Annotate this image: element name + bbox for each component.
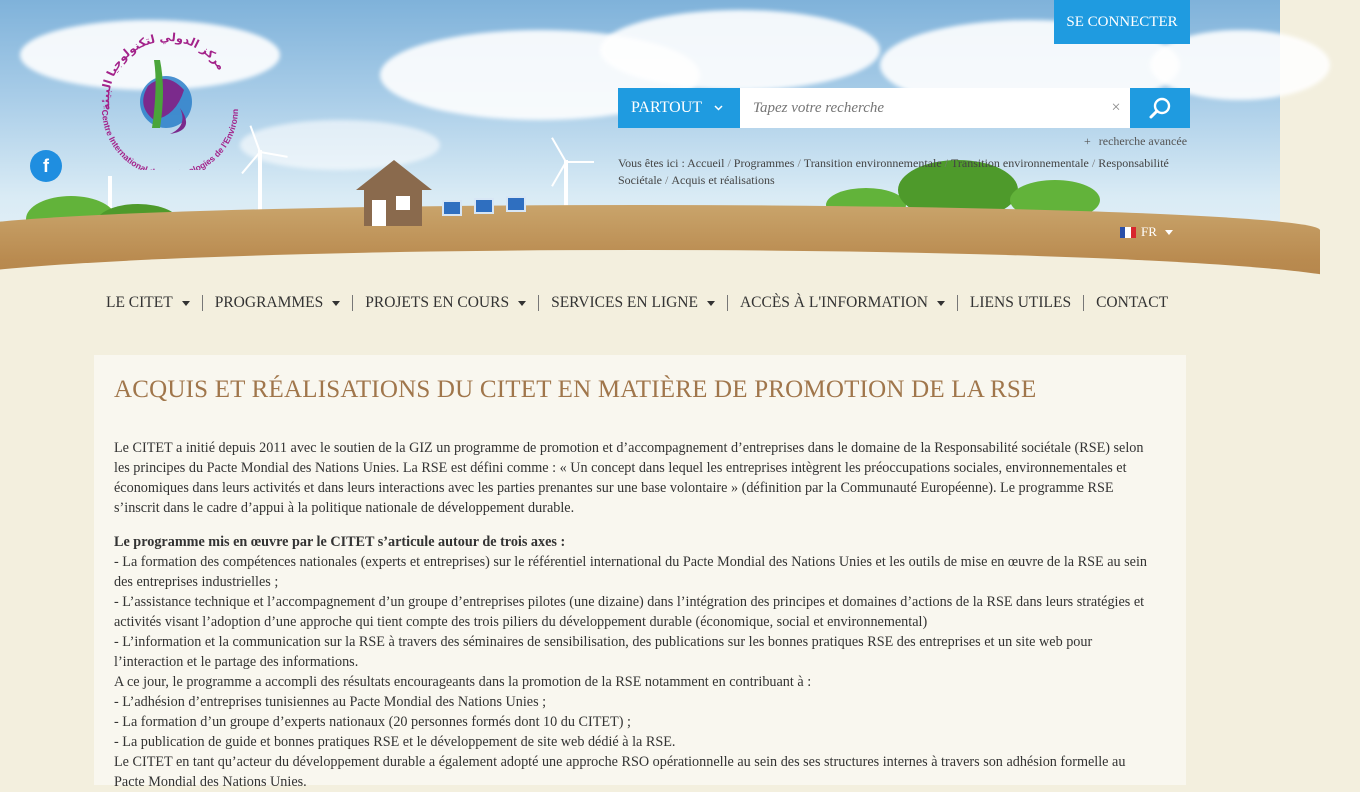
nav-label: LIENS UTILES (969, 294, 1072, 311)
clear-search-button[interactable] (1102, 88, 1130, 128)
advanced-search-link[interactable] (1084, 134, 1187, 149)
caret-down-icon (332, 301, 340, 306)
svg-text:مركز الدولي لتكنولوجيا البيئة: مركز الدولي لتكنولوجيا البيئة (98, 30, 229, 112)
page-title: ACQUIS ET RÉALISATIONS DU CITET EN MATIÈRE DE PROMOTION DE LA RSE (114, 376, 1037, 403)
article-paragraph: - La formation d’un groupe d’experts nationaux (20 personnes formés dont 10 du CITET) ; (114, 714, 631, 730)
main-navigation (94, 294, 1180, 312)
breadcrumb-item[interactable]: Accueil (687, 156, 725, 170)
nav-label: CONTACT (1096, 294, 1169, 311)
breadcrumb-item[interactable]: Transition environnementale (951, 156, 1089, 170)
nav-label: LE CITET (106, 294, 173, 311)
nav-item-projets-en-cours[interactable] (353, 294, 538, 312)
article-paragraph: - L’assistance technique et l’accompagnement d’un groupe d’entreprises pilotes (une dizaine) dans l’intégration des principes et domaines d’actions de la RSE dans leurs stratégies et activités visant l’adoption d’une approche qui tient compte des trois piliers du développement durable (économique, social et environnemental) (114, 594, 1145, 630)
login-button-label: SE CONNECTER (1066, 13, 1178, 30)
nav-item-programmes[interactable] (203, 294, 353, 312)
cloud (600, 10, 880, 90)
caret-down-icon (1165, 230, 1173, 235)
article-intro: Le CITET a initié depuis 2011 avec le soutien de la GIZ un programme de promotion et d’accompagnement d’entreprises dans le domaine de la Responsabilité sociétale (RSE) selon les principes du Pacte Mondial des Nations Unies. La RSE est défini comme : « Un concept dans lequel les entreprises intègrent les préoccupations sociales, environnementales et économiques dans leurs activités et dans leurs interactions avec les parties prenantes sur une base volontaire » (définition par la Communauté Européenne). Le programme RSE s’inscrit dans le cadre d’appui à la politique nationale de développement durable. (114, 440, 1144, 516)
svg-text:Centre International des Techn: Centre International logies de l'Environn (99, 108, 241, 170)
nav-label: SERVICES EN LIGNE (551, 294, 698, 311)
article-paragraph: - L’adhésion d’entreprises tunisiennes au Pacte Mondial des Nations Unies ; (114, 694, 547, 710)
citet-logo[interactable] (96, 30, 244, 170)
breadcrumb-prefix: Vous êtes ici : (618, 156, 685, 170)
nav-label: PROGRAMMES (214, 294, 324, 311)
turbine-blade (551, 137, 567, 162)
turbine-blade (566, 161, 594, 163)
nav-label: ACCÈS À L'INFORMATION (739, 294, 928, 311)
nav-item-services-en-ligne[interactable] (539, 294, 727, 312)
language-selector[interactable] (1120, 224, 1173, 240)
search-scope-label: PARTOUT (631, 99, 703, 116)
search-input[interactable] (740, 88, 1102, 128)
house-illustration (356, 160, 428, 226)
caret-down-icon (518, 301, 526, 306)
advanced-search-label: recherche avancée (1098, 134, 1188, 148)
axes-heading: Le programme mis en œuvre par le CITET s’articule autour de trois axes : (114, 534, 566, 550)
solar-panel (474, 198, 494, 214)
breadcrumb-current: Acquis et réalisations (671, 173, 775, 187)
article-paragraph: - L’information et la communication sur la RSE à travers des séminaires de sensibilisation, des publications sur les bonnes pratiques RSE des entreprises et un site web pour l’interaction et le partage des informations. (114, 634, 1093, 670)
search-bar (618, 88, 1190, 128)
caret-down-icon (707, 301, 715, 306)
chevron-down-icon (714, 103, 723, 114)
nav-item-le-citet[interactable] (94, 294, 202, 312)
solar-panel (506, 196, 526, 212)
breadcrumb-item[interactable]: Programmes (733, 156, 795, 170)
caret-down-icon (937, 301, 945, 306)
solar-panel (442, 200, 462, 216)
nav-label: PROJETS EN COURS (365, 294, 510, 311)
facebook-icon[interactable] (30, 150, 62, 182)
article-paragraph: - La formation des compétences nationales (experts et entreprises) sur le référentiel international du Pacte Mondial des Nations Unies et les outils de mise en œuvre de la RSE au sein des entreprises industrielles ; (114, 554, 1147, 590)
france-flag-icon (1120, 227, 1136, 238)
language-label: FR (1141, 224, 1157, 239)
breadcrumb: Vous êtes ici : Accueil / Programmes / Transition environnementale / Transition environnementale / Responsabilité Sociétale / Acquis et réalisations (618, 156, 1169, 187)
facebook-glyph: f (43, 155, 49, 176)
nav-item-contact[interactable] (1084, 294, 1180, 312)
login-button[interactable] (1054, 0, 1190, 44)
article-paragraph: A ce jour, le programme a accompli des résultats encourageants dans la promotion de la RSE notamment en contribuant à : (114, 674, 812, 690)
nav-item-liens-utiles[interactable] (958, 294, 1083, 312)
plus-icon: + (1084, 134, 1091, 148)
article-paragraph: - La publication de guide et bonnes pratiques RSE et le développement de site web dédié à la RSE. (114, 734, 676, 750)
logo-emblem-icon (96, 30, 244, 170)
search-submit-button[interactable] (1130, 88, 1190, 128)
search-icon (1147, 95, 1173, 121)
close-icon: × (1111, 99, 1121, 116)
article-content (94, 355, 1186, 790)
breadcrumb-item[interactable]: Responsabilité Sociétale (618, 156, 1169, 187)
article-paragraph: Le CITET en tant qu’acteur du développement durable a également adopté une approche RSO opérationnelle au sein des ses structures internes à travers son adhésion formelle au Pacte Mondial des Nations Unies. (114, 754, 1126, 790)
caret-down-icon (182, 301, 190, 306)
nav-item-acces-information[interactable] (728, 294, 957, 312)
breadcrumb-item[interactable]: Transition environnementale (803, 156, 942, 170)
search-scope-dropdown[interactable] (618, 88, 740, 128)
